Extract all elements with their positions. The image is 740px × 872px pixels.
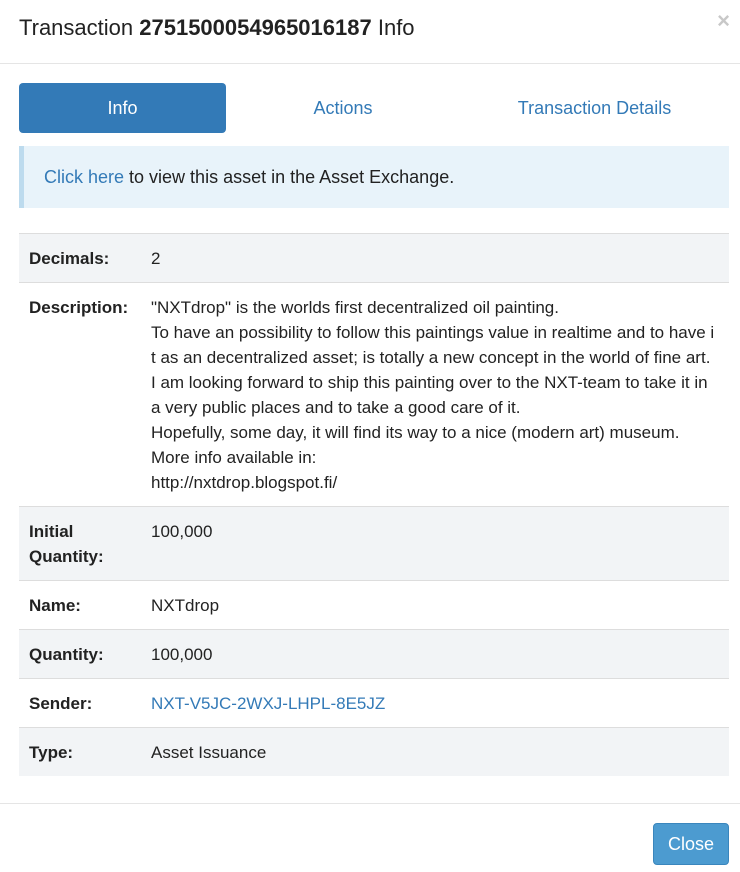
tab-bar [19,83,729,133]
table-row [19,630,729,679]
initial-quantity-label-line: Quantity: [29,547,104,566]
tab-info[interactable]: Info [19,83,226,133]
table-row [19,283,729,507]
initial-quantity-label [19,507,151,580]
sender-cell [151,679,729,727]
initial-quantity-label-line: Initial [29,522,74,541]
modal-footer [0,803,740,872]
asset-exchange-link[interactable]: Click here [44,167,125,187]
modal-header [0,0,740,64]
initial-quantity-value: 100,000 [151,522,213,541]
table-row [19,728,729,776]
sender-account-link[interactable]: NXT-V5JC-2WXJ-LHPL-8E5JZ [151,694,386,713]
table-row [19,234,729,283]
type-value: Asset Issuance [151,743,267,762]
modal-title [19,15,415,41]
sender-label: Sender: [29,694,93,713]
details-table [19,233,729,776]
description-line: More info available in: [151,448,317,467]
name-value: NXTdrop [151,596,220,615]
description-line: "NXTdrop" is the worlds first decentralized oil painting. [151,298,559,317]
table-row [19,581,729,630]
description-line: Hopefully, some day, it will find its way to a nice (modern art) museum. [151,423,680,442]
close-button[interactable]: Close [653,823,729,865]
tab-transaction-details[interactable]: Transaction Details [517,98,672,118]
description-line: I am looking forward to ship this painting over to the NXT-team to take it in a very public places and to take a good care of it. [151,373,708,417]
table-row [19,679,729,728]
type-label: Type: [29,743,74,762]
tab-actions[interactable]: Actions [313,98,373,118]
close-icon[interactable]: × [717,8,730,33]
callout-text: to view this asset in the Asset Exchange. [124,167,455,187]
description-line: To have an possibility to follow this paintings value in realtime and to have it as an decentralized asset; is totally a new concept in the world of fine art. [151,323,715,367]
asset-exchange-callout [19,146,729,208]
description-label: Description: [29,298,129,317]
quantity-label: Quantity: [29,645,104,664]
quantity-value: 100,000 [151,645,213,664]
transaction-id: 2751500054965016187 [139,15,372,40]
title-suffix: Info [371,15,415,40]
description-value [151,283,729,506]
table-row [19,507,729,581]
decimals-value: 2 [151,249,161,268]
title-prefix: Transaction [19,15,140,40]
name-label: Name: [29,596,81,615]
description-line: http://nxtdrop.blogspot.fi/ [151,473,338,492]
decimals-label: Decimals: [29,249,110,268]
